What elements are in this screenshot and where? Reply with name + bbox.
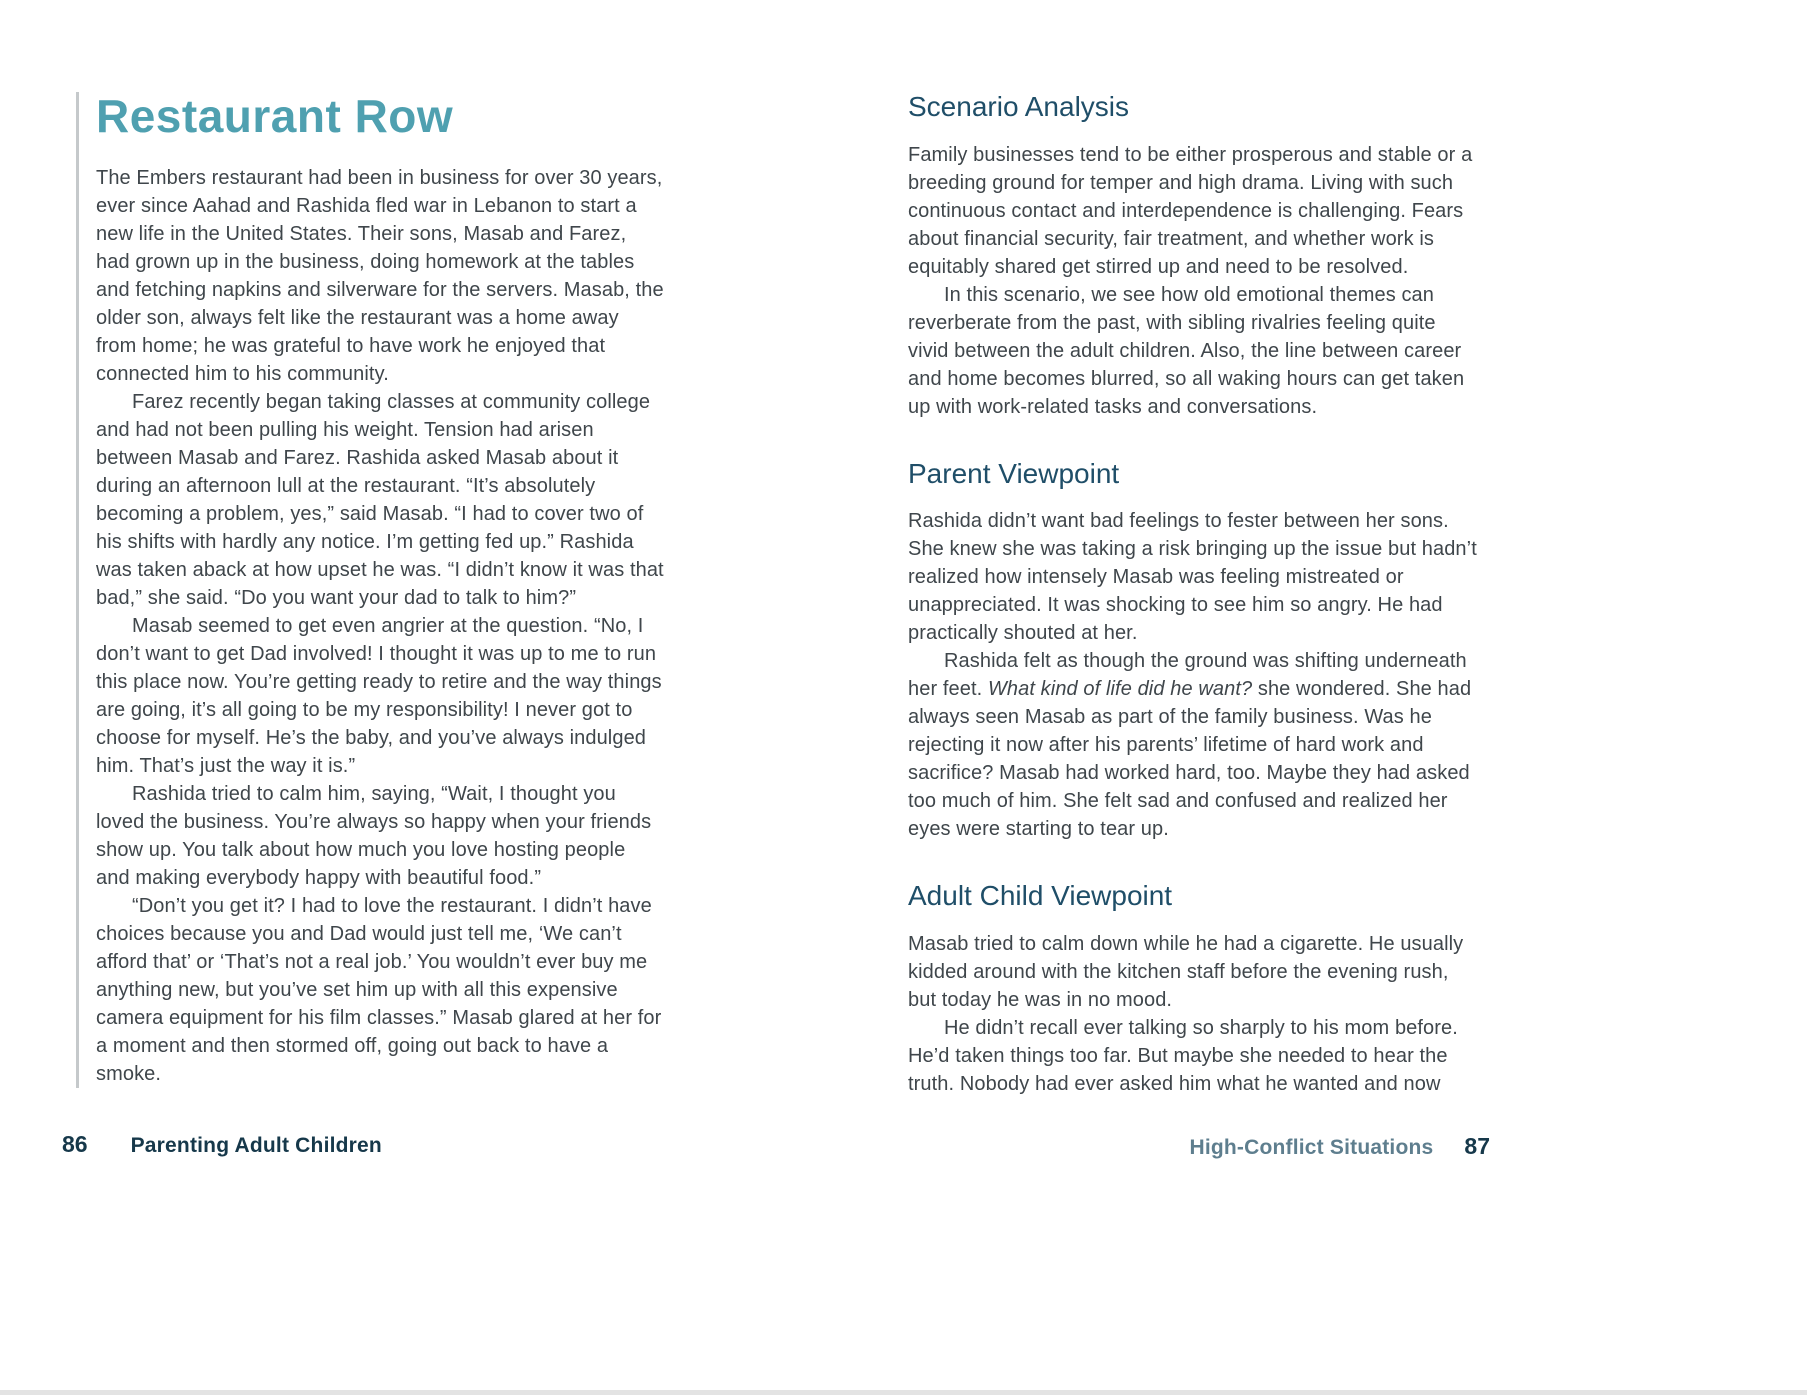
italic-text-run: What kind of life did he want? <box>987 678 1253 701</box>
left-page <box>76 92 664 1088</box>
chapter-title: High-Conflict Situations <box>1189 1136 1434 1159</box>
text-run: Masab seemed to get even angrier at the question. “No, I don’t want to get Dad involved! I thought it was up to me to run this place now. You’re getting ready to retire and the way things are going, it’s all going to be my responsibility! I never got to choose for myself. He’s the baby, and you’ve always indulged him. That’s just the way it is.” <box>96 615 662 778</box>
body-paragraph <box>96 892 664 1088</box>
body-paragraph <box>908 930 1480 1014</box>
body-paragraph <box>96 388 664 612</box>
body-paragraph <box>96 164 664 388</box>
section-heading: Parent Viewpoint <box>908 457 1120 489</box>
book-title: Parenting Adult Children <box>130 1134 382 1157</box>
right-page-body <box>908 90 1480 1098</box>
text-run: “Don’t you get it? I had to love the restaurant. I didn’t have choices because you and Dad would just tell me, ‘We can’t afford that’ or ‘That’s not a real job.’ You wouldn’t ever buy me anything new, but you’ve set him up with all this expensive camera equipment for his film classes.” Masab glared at her for a moment and then stormed off, going out back to have a smoke. <box>96 895 662 1086</box>
text-run: Masab tried to calm down while he had a cigarette. He usually kidded around with the kitchen staff before the evening rush, but today he was in no mood. <box>908 932 1464 1011</box>
left-footer <box>62 1131 382 1158</box>
text-run: Rashida tried to calm him, saying, “Wait, I thought you loved the business. You’re always so happy when your friends show up. You talk about how much you love hosting people and making everybody happy with beautiful food.” <box>96 783 652 890</box>
text-run: Rashida didn’t want bad feelings to fester between her sons. She knew she was taking a risk bringing up the issue but hadn’t realized how intensely Masab was feeling mistreated or unappreciated. It was shocking to see him so angry. He had practically shouted at her. <box>908 510 1477 645</box>
left-page-number: 86 <box>62 1131 88 1157</box>
right-page <box>908 90 1480 1098</box>
body-paragraph <box>908 507 1480 647</box>
text-run: The Embers restaurant had been in business for over 30 years, ever since Aahad and Rashida fled war in Lebanon to start a new life in the United States. Their sons, Masab and Farez, had grown up in the business, doing homework at the tables and fetching napkins and silverware for the servers. Masab, the older son, always felt like the restaurant was a home away from home; he was grateful to have work he enjoyed that connected him to his community. <box>96 167 664 386</box>
text-run: In this scenario, we see how old emotional themes can reverberate from the past, with sibling rivalries feeling quite vivid between the adult children. Also, the line between career and home becomes blurred, so all waking hours can get taken up with work-related tasks and conversations. <box>908 283 1465 418</box>
text-run: Rashida felt as though the ground was shifting underneath her feet. <box>908 650 1467 701</box>
body-paragraph <box>908 1014 1480 1098</box>
body-paragraph <box>96 780 664 892</box>
story-title: Restaurant Row <box>96 90 454 142</box>
left-page-body <box>96 164 664 1088</box>
text-run: she wondered. She had always seen Masab as part of the family business. Was he rejecting it now after his parents’ lifetime of hard work and sacrifice? Masab had worked hard, too. Maybe they had asked too much of him. She felt sad and confused and realized her eyes were starting to tear up. <box>908 678 1472 841</box>
right-footer <box>1189 1133 1490 1160</box>
body-paragraph <box>908 647 1480 843</box>
text-run: Farez recently began taking classes at community college and had not been pulling his weight. Tension had arisen between Masab and Farez. Rashida asked Masab about it during an afternoon lull at the restaurant. “It’s absolutely becoming a problem, yes,” said Masab. “I had to cover two of his shifts with hardly any notice. I’m getting fed up.” Rashida was taken aback at how upset he was. “I didn’t know it was that bad,” she said. “Do you want your dad to talk to him?” <box>96 391 664 610</box>
body-paragraph <box>908 281 1480 421</box>
body-paragraph <box>96 612 664 780</box>
section-heading: Adult Child Viewpoint <box>908 880 1173 912</box>
body-paragraph <box>908 141 1480 281</box>
text-run: Family businesses tend to be either prosperous and stable or a breeding ground for temper and high drama. Living with such continuous contact and interdependence is challenging. Fears about financial security, fair treatment, and whether work is equitably shared get stirred up and need to be resolved. <box>908 143 1473 278</box>
right-page-number: 87 <box>1464 1133 1490 1159</box>
section-heading: Scenario Analysis <box>908 91 1130 122</box>
text-run: He didn’t recall ever talking so sharply to his mom before. He’d taken things too far. But maybe she needed to hear the truth. Nobody had ever asked him what he wanted and now <box>908 1016 1458 1095</box>
